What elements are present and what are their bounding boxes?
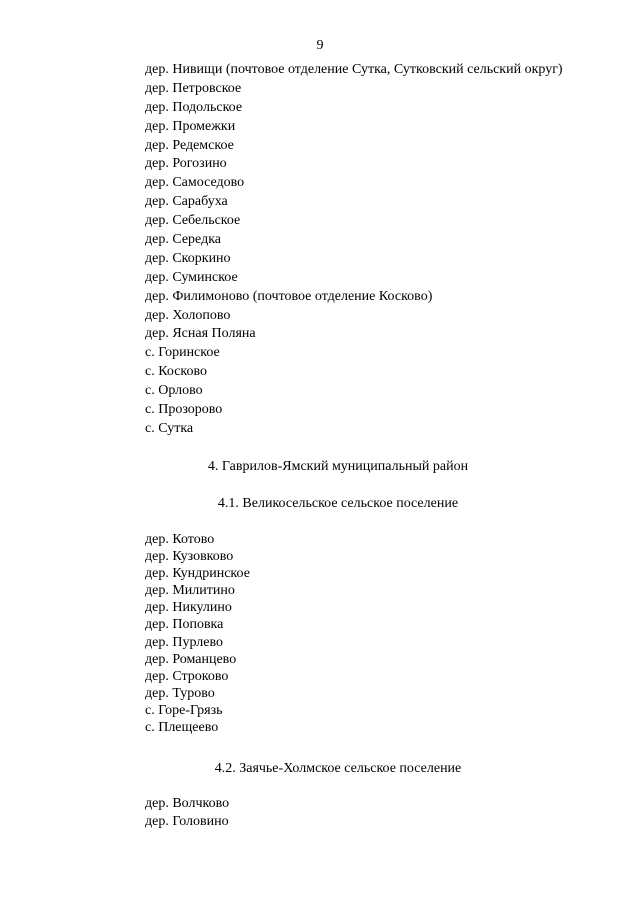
list-item: дер. Турово	[145, 685, 215, 701]
list-item: дер. Скоркино	[145, 250, 231, 266]
section-4-2-list	[145, 795, 229, 831]
list-item: дер. Котово	[145, 532, 215, 547]
list-item: дер. Никулино	[145, 600, 232, 616]
list-item: с. Сутка	[145, 420, 194, 436]
list-item: дер. Холопово	[145, 307, 231, 323]
page-number: 9	[316, 38, 324, 53]
list-item: дер. Петровское	[145, 80, 242, 96]
list-item: дер. Сарабуха	[145, 194, 228, 210]
list-item: дер. Рогозино	[145, 156, 227, 172]
list-item: дер. Филимоново (почтовое отделение Косково)	[145, 288, 433, 304]
section-4-1-list	[145, 531, 250, 736]
list-item: дер. Кундринское	[145, 566, 250, 582]
list-item: дер. Кузовково	[145, 549, 234, 565]
list-item: дер. Промежки	[145, 118, 236, 134]
list-item: дер. Редемское	[145, 137, 234, 153]
list-item: дер. Поповка	[145, 617, 224, 633]
list-item: дер. Пурлево	[145, 634, 223, 650]
list-item: с. Горинское	[145, 345, 220, 361]
list-item: с. Плещеево	[145, 720, 219, 736]
list-item: дер. Романцево	[145, 651, 237, 667]
list-item: дер. Ясная Поляна	[145, 326, 256, 342]
list-item: с. Орлово	[145, 383, 203, 399]
list-item: дер. Волчково	[145, 796, 230, 811]
list-item: с. Прозорово	[145, 402, 223, 418]
section-4-2-heading: 4.2. Заячье-Холмское сельское поселение	[214, 761, 462, 776]
list-item: с. Косково	[145, 364, 208, 380]
list-item: дер. Строково	[145, 668, 229, 684]
list-item: с. Горе-Грязь	[145, 702, 223, 718]
list-item: дер. Себельское	[145, 213, 241, 229]
settlement-list-top	[145, 61, 563, 439]
list-item: дер. Милитино	[145, 583, 235, 599]
list-item: дер. Нивищи (почтовое отделение Сутка, Сутковский сельский округ)	[145, 62, 563, 77]
list-item: дер. Середка	[145, 232, 222, 248]
section-4-1-heading: 4.1. Великосельское сельское поселение	[217, 496, 459, 511]
list-item: дер. Подольское	[145, 99, 243, 115]
list-item: дер. Самоседово	[145, 175, 245, 191]
list-item: дер. Суминское	[145, 269, 238, 285]
list-item: дер. Головино	[145, 814, 229, 829]
district-heading: 4. Гаврилов-Ямский муниципальный район	[207, 459, 469, 474]
